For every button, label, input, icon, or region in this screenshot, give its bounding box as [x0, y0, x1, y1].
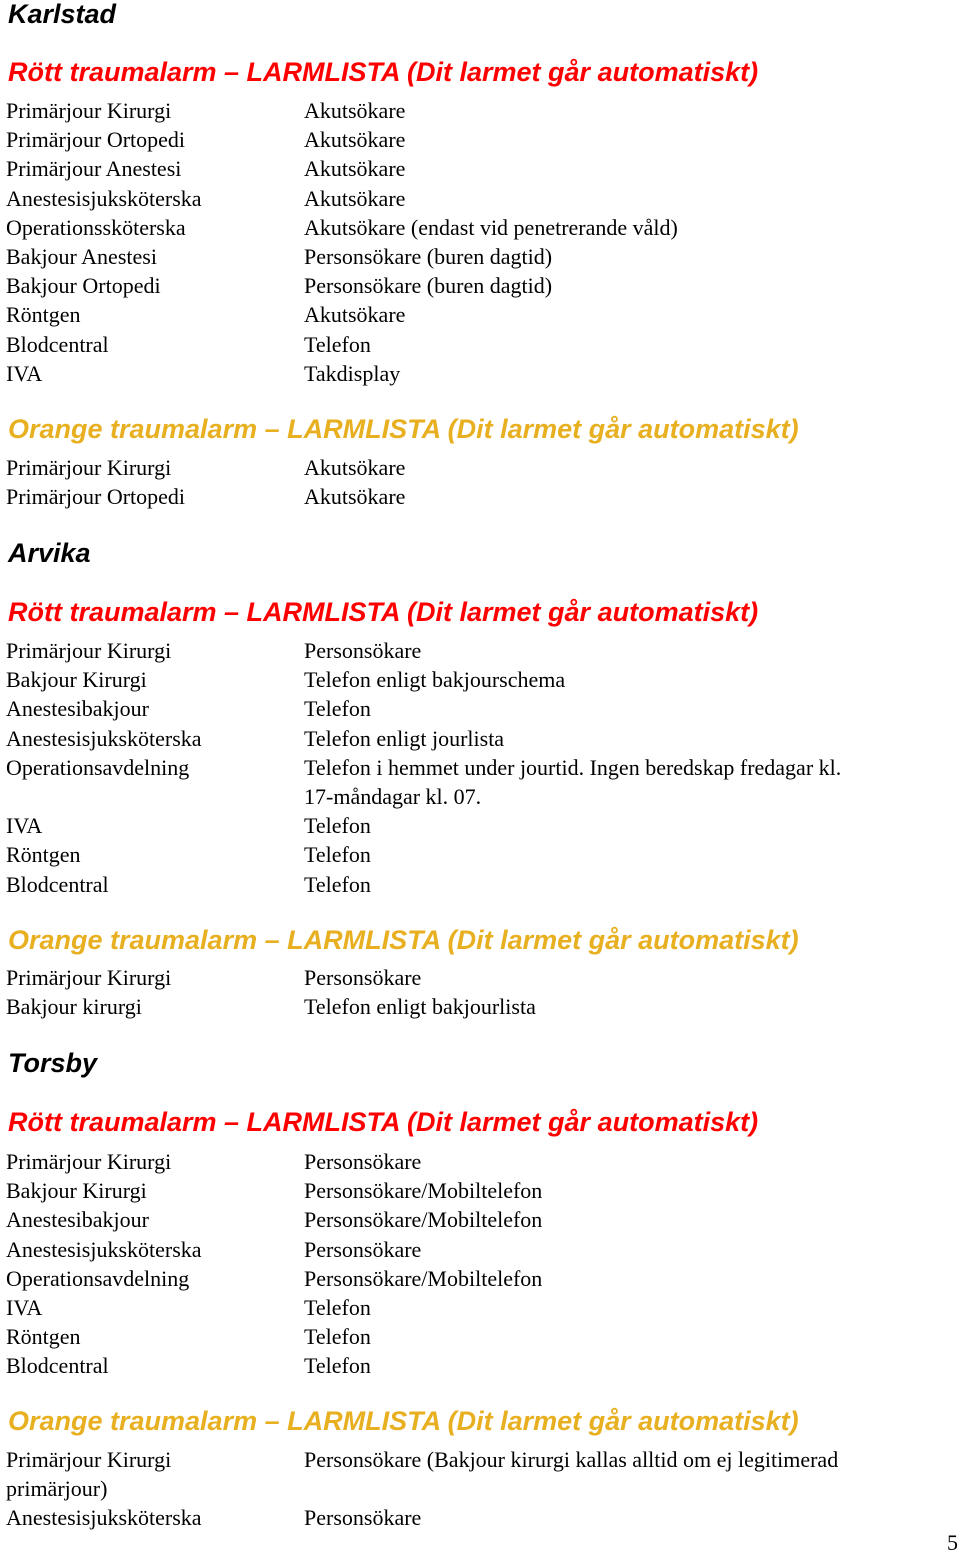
- role-label: Blodcentral: [6, 1353, 109, 1379]
- role-label: IVA: [6, 360, 43, 386]
- alert-method: Telefon enligt bakjourlista: [304, 994, 536, 1020]
- alert-method: Akutsökare: [304, 156, 406, 182]
- role-label: Bakjour Ortopedi: [6, 273, 161, 299]
- alert-method: Telefon: [304, 331, 371, 357]
- alert-method: Telefon i hemmet under jourtid. Ingen beredskap fredagar kl.: [304, 754, 842, 780]
- city-title-karlstad: Karlstad: [8, 0, 117, 29]
- role-label: Primärjour Kirurgi: [6, 1447, 172, 1472]
- alert-method: Akutsökare: [304, 302, 406, 328]
- alert-method: Personsökare/Mobiltelefon: [304, 1265, 543, 1291]
- alert-method: Personsökare: [304, 1149, 422, 1174]
- role-label: Bakjour kirurgi: [6, 994, 142, 1020]
- role-label: Operationsavdelning: [6, 1265, 190, 1291]
- role-label: Anestesibakjour: [6, 696, 149, 722]
- red-alarm-heading-karlstad: Rött traumalarm – LARMLISTA (Dit larmet går automatiskt): [8, 57, 759, 87]
- alert-method: Akutsökare: [304, 185, 406, 211]
- alert-method: Takdisplay: [304, 360, 401, 386]
- role-label: IVA: [6, 1294, 43, 1320]
- role-label: Anestesisjuksköterska: [6, 1505, 202, 1531]
- alert-method: Personsökare/Mobiltelefon: [304, 1178, 543, 1204]
- alert-method: Personsökare: [304, 1505, 422, 1531]
- role-label: Primärjour Kirurgi: [6, 98, 172, 123]
- red-alarm-heading-torsby: Rött traumalarm – LARMLISTA (Dit larmet går automatiskt): [8, 1107, 759, 1137]
- page-number: 5: [947, 1530, 958, 1555]
- role-label: Blodcentral: [6, 871, 109, 897]
- role-label: Röntgen: [6, 1324, 81, 1350]
- alert-method: Akutsökare (endast vid penetrerande våld): [304, 214, 678, 240]
- role-label: Anestesibakjour: [6, 1207, 149, 1233]
- role-label: Anestesisjuksköterska: [6, 1236, 202, 1262]
- alert-method: Akutsökare: [304, 127, 406, 153]
- alert-method: Personsökare (Bakjour kirurgi kallas alltid om ej legitimerad: [304, 1447, 839, 1472]
- role-label: Primärjour Ortopedi: [6, 484, 186, 510]
- alert-method: Akutsökare: [304, 98, 406, 123]
- role-label: Operationsavdelning: [6, 754, 190, 780]
- role-label: Primärjour Kirurgi: [6, 638, 172, 663]
- orange-alarm-heading-arvika: Orange traumalarm – LARMLISTA (Dit larmet går automatiskt): [8, 925, 799, 955]
- role-label: Anestesisjuksköterska: [6, 725, 202, 751]
- alert-method: Telefon: [304, 871, 371, 897]
- city-title-torsby: Torsby: [8, 1048, 98, 1078]
- alert-method: Telefon enligt jourlista: [304, 725, 505, 751]
- role-label: Bakjour Kirurgi: [6, 667, 147, 693]
- alert-method: Akutsökare: [304, 484, 406, 510]
- orange-alarm-heading-karlstad: Orange traumalarm – LARMLISTA (Dit larmet går automatiskt): [8, 414, 799, 444]
- role-label: Operationssköterska: [6, 214, 186, 240]
- role-label: Primärjour Ortopedi: [6, 127, 186, 153]
- alert-method: Telefon: [304, 842, 371, 868]
- alert-method: Telefon: [304, 1324, 371, 1350]
- alert-method: Telefon enligt bakjourschema: [304, 667, 566, 693]
- role-label: Röntgen: [6, 842, 81, 868]
- role-label: Bakjour Anestesi: [6, 243, 157, 269]
- alert-method: Akutsökare: [304, 455, 406, 480]
- role-label: Primärjour Kirurgi: [6, 455, 172, 480]
- alert-method: Telefon: [304, 1353, 371, 1379]
- alert-method: Personsökare/Mobiltelefon: [304, 1207, 543, 1233]
- alert-method-continued: 17-måndagar kl. 07.: [304, 783, 482, 809]
- role-label: Röntgen: [6, 302, 81, 328]
- orange-alarm-heading-torsby: Orange traumalarm – LARMLISTA (Dit larmet går automatiskt): [8, 1406, 799, 1436]
- role-label: Primärjour Kirurgi: [6, 1149, 172, 1174]
- alert-method: Personsökare (buren dagtid): [304, 243, 553, 269]
- alert-method: Telefon: [304, 813, 371, 839]
- role-label: Bakjour Kirurgi: [6, 1178, 147, 1204]
- alert-method: Personsökare (buren dagtid): [304, 273, 553, 299]
- role-label: Primärjour Anestesi: [6, 156, 182, 182]
- role-label: Blodcentral: [6, 331, 109, 357]
- alert-method: Personsökare: [304, 1236, 422, 1262]
- city-title-arvika: Arvika: [8, 538, 91, 568]
- role-label: Primärjour Kirurgi: [6, 965, 172, 990]
- alert-method: Personsökare: [304, 965, 422, 990]
- alert-method: Telefon: [304, 696, 371, 722]
- role-label-continued: primärjour): [6, 1476, 108, 1502]
- role-label: Anestesisjuksköterska: [6, 185, 202, 211]
- alert-method: Personsökare: [304, 638, 422, 663]
- role-label: IVA: [6, 813, 43, 839]
- alert-method: Telefon: [304, 1294, 371, 1320]
- red-alarm-heading-arvika: Rött traumalarm – LARMLISTA (Dit larmet går automatiskt): [8, 597, 759, 627]
